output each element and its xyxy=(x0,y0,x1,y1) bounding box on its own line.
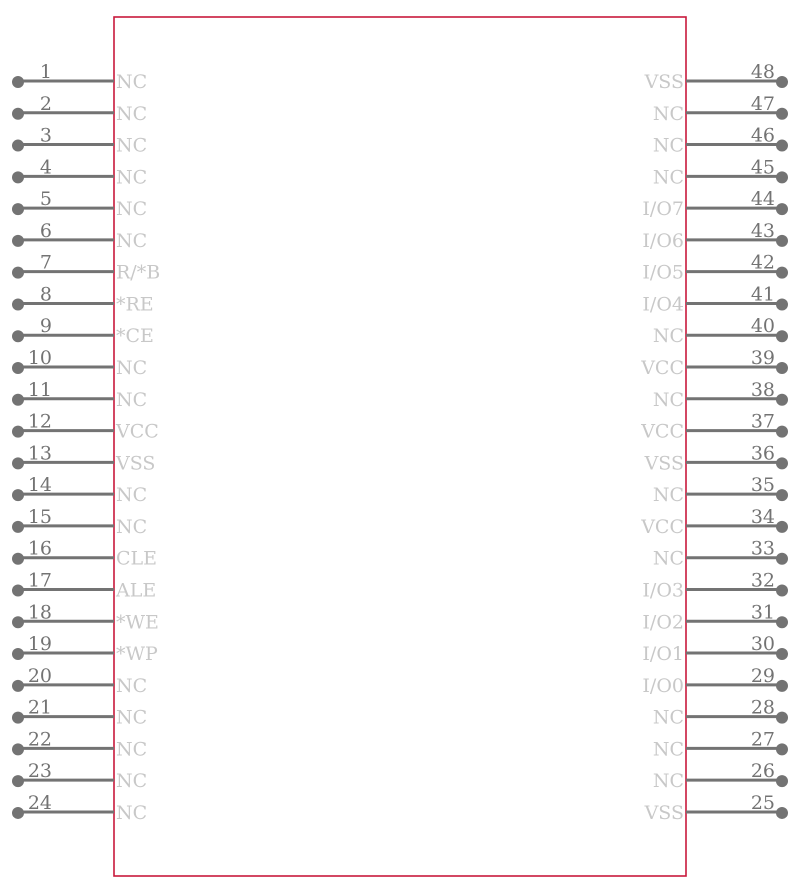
pin-name-label: NC xyxy=(116,706,148,729)
pin-name-label: NC xyxy=(116,484,148,507)
pin-number: 36 xyxy=(750,442,775,465)
pin-8[interactable] xyxy=(12,283,154,315)
pin-42[interactable] xyxy=(642,252,788,284)
pin-number: 42 xyxy=(750,251,775,274)
pin-number: 3 xyxy=(39,124,52,147)
pin-number: 15 xyxy=(27,505,52,528)
pin-endpoint-dot-icon[interactable] xyxy=(12,521,24,533)
pin-endpoint-dot-icon[interactable] xyxy=(12,457,24,469)
pin-endpoint-dot-icon[interactable] xyxy=(776,362,788,374)
pin-name-label: NC xyxy=(652,547,684,570)
pin-name-label: I/O5 xyxy=(642,261,684,284)
pin-number: 25 xyxy=(750,791,775,814)
pin-name-label: NC xyxy=(116,388,148,411)
pin-number: 27 xyxy=(750,728,775,751)
pin-number: 46 xyxy=(750,124,775,147)
pin-name-label: NC xyxy=(116,738,148,761)
pin-29[interactable] xyxy=(642,665,788,697)
pin-number: 29 xyxy=(750,664,775,687)
pin-number: 47 xyxy=(750,92,775,115)
pin-name-label: NC xyxy=(116,229,148,252)
pin-name-label: NC xyxy=(116,134,148,157)
pin-18[interactable] xyxy=(12,601,159,633)
pin-name-label: *WE xyxy=(116,611,159,634)
pin-name-label: VSS xyxy=(644,71,684,93)
pin-number: 22 xyxy=(27,728,52,751)
pin-2[interactable] xyxy=(12,93,147,125)
pin-44[interactable] xyxy=(642,188,788,220)
pin-number: 40 xyxy=(750,315,775,338)
pin-number: 28 xyxy=(750,696,775,719)
pin-34[interactable] xyxy=(640,506,788,538)
pin-endpoint-dot-icon[interactable] xyxy=(12,140,24,152)
pin-name-label: NC xyxy=(652,325,684,348)
pin-number: 13 xyxy=(27,442,52,465)
pin-endpoint-dot-icon[interactable] xyxy=(12,298,24,310)
pin-47[interactable] xyxy=(653,93,788,125)
pin-3[interactable] xyxy=(12,125,147,157)
pin-endpoint-dot-icon[interactable] xyxy=(776,648,788,660)
pin-endpoint-dot-icon[interactable] xyxy=(12,330,24,342)
pin-name-label: VCC xyxy=(641,357,684,380)
pin-48[interactable] xyxy=(644,61,788,93)
pin-30[interactable] xyxy=(642,633,788,665)
pin-45[interactable] xyxy=(653,156,788,188)
pin-37[interactable] xyxy=(640,411,788,443)
pin-endpoint-dot-icon[interactable] xyxy=(12,171,24,183)
right-pin-group xyxy=(640,61,788,824)
left-pin-group xyxy=(12,61,160,824)
pin-endpoint-dot-icon[interactable] xyxy=(776,584,788,596)
pin-endpoint-dot-icon[interactable] xyxy=(12,362,24,374)
pin-41[interactable] xyxy=(642,283,788,315)
pin-9[interactable] xyxy=(12,315,154,347)
pin-name-label: NC xyxy=(116,674,148,697)
pin-endpoint-dot-icon[interactable] xyxy=(12,203,24,215)
pin-24[interactable] xyxy=(12,792,147,824)
pin-27[interactable] xyxy=(653,728,788,760)
pin-number: 24 xyxy=(27,791,52,814)
pin-endpoint-dot-icon[interactable] xyxy=(776,521,788,533)
pin-number: 35 xyxy=(750,474,775,497)
pin-number: 6 xyxy=(39,219,52,242)
pin-40[interactable] xyxy=(653,315,788,347)
pin-33[interactable] xyxy=(653,538,788,570)
pin-46[interactable] xyxy=(653,125,788,157)
pin-10[interactable] xyxy=(12,347,147,379)
pin-35[interactable] xyxy=(653,474,788,506)
pin-31[interactable] xyxy=(642,601,788,633)
pin-endpoint-dot-icon[interactable] xyxy=(776,775,788,787)
pin-name-label: NC xyxy=(116,515,148,538)
pin-name-label: NC xyxy=(652,102,684,125)
pin-name-label: VSS xyxy=(644,452,684,475)
pin-name-label: NC xyxy=(116,71,148,93)
pin-endpoint-dot-icon[interactable] xyxy=(776,457,788,469)
pin-name-label: NC xyxy=(116,770,148,793)
pin-endpoint-dot-icon[interactable] xyxy=(12,680,24,692)
pin-name-label: *RE xyxy=(116,293,154,316)
pin-13[interactable] xyxy=(12,442,155,474)
pin-endpoint-dot-icon[interactable] xyxy=(776,76,788,88)
pin-name-label: NC xyxy=(652,484,684,507)
pin-number: 5 xyxy=(39,188,52,211)
pin-number: 37 xyxy=(750,410,775,433)
pin-endpoint-dot-icon[interactable] xyxy=(776,489,788,501)
pin-number: 4 xyxy=(39,156,52,179)
pin-number: 9 xyxy=(39,315,52,338)
pin-38[interactable] xyxy=(653,379,788,411)
pin-endpoint-dot-icon[interactable] xyxy=(776,553,788,565)
pin-28[interactable] xyxy=(653,697,788,729)
pin-number: 45 xyxy=(750,156,775,179)
pin-endpoint-dot-icon[interactable] xyxy=(12,489,24,501)
pin-number: 2 xyxy=(39,92,52,115)
pin-11[interactable] xyxy=(12,379,147,411)
pin-endpoint-dot-icon[interactable] xyxy=(776,235,788,247)
pin-number: 34 xyxy=(750,505,775,528)
pin-name-label: NC xyxy=(652,738,684,761)
pin-name-label: NC xyxy=(116,357,148,380)
pin-endpoint-dot-icon[interactable] xyxy=(12,267,24,279)
pin-endpoint-dot-icon[interactable] xyxy=(12,394,24,406)
pin-name-label: NC xyxy=(116,198,148,221)
pin-17[interactable] xyxy=(12,569,156,601)
pin-number: 8 xyxy=(39,283,52,306)
pin-number: 19 xyxy=(27,633,52,656)
pin-endpoint-dot-icon[interactable] xyxy=(776,426,788,438)
pin-number: 41 xyxy=(750,283,775,306)
pin-number: 43 xyxy=(750,219,775,242)
pin-15[interactable] xyxy=(12,506,147,538)
pin-number: 48 xyxy=(750,61,775,83)
pin-endpoint-dot-icon[interactable] xyxy=(776,712,788,724)
pin-32[interactable] xyxy=(642,569,788,601)
pin-endpoint-dot-icon[interactable] xyxy=(776,680,788,692)
pin-number: 7 xyxy=(39,251,52,274)
pin-name-label: VCC xyxy=(641,515,684,538)
pin-name-label: I/O4 xyxy=(642,293,684,316)
pin-endpoint-dot-icon[interactable] xyxy=(12,743,24,755)
pin-name-label: ALE xyxy=(116,579,157,602)
pin-endpoint-dot-icon[interactable] xyxy=(12,553,24,565)
pin-name-label: CLE xyxy=(116,547,158,570)
pin-number: 39 xyxy=(750,347,775,370)
pin-name-label: I/O3 xyxy=(642,579,684,602)
pin-21[interactable] xyxy=(12,697,147,729)
pin-number: 26 xyxy=(750,760,775,783)
pin-number: 38 xyxy=(750,378,775,401)
pin-endpoint-dot-icon[interactable] xyxy=(776,108,788,120)
pin-name-label: NC xyxy=(652,770,684,793)
pin-endpoint-dot-icon[interactable] xyxy=(12,235,24,247)
pin-43[interactable] xyxy=(642,220,788,252)
pin-number: 30 xyxy=(750,633,775,656)
pin-25[interactable] xyxy=(644,792,788,824)
pin-12[interactable] xyxy=(12,411,159,443)
pin-number: 11 xyxy=(27,378,52,401)
pin-number: 20 xyxy=(27,664,52,687)
pin-endpoint-dot-icon[interactable] xyxy=(776,807,788,819)
pin-number: 14 xyxy=(27,474,52,497)
pin-endpoint-dot-icon[interactable] xyxy=(12,807,24,819)
pin-36[interactable] xyxy=(644,442,788,474)
pin-name-label: R/*B xyxy=(116,261,161,284)
pin-name-label: NC xyxy=(652,134,684,157)
pin-name-label: VCC xyxy=(116,420,159,443)
pin-endpoint-dot-icon[interactable] xyxy=(776,267,788,279)
pin-endpoint-dot-icon[interactable] xyxy=(12,616,24,628)
pin-23[interactable] xyxy=(12,760,147,792)
pin-endpoint-dot-icon[interactable] xyxy=(12,648,24,660)
pin-16[interactable] xyxy=(12,538,157,570)
pin-endpoint-dot-icon[interactable] xyxy=(12,426,24,438)
pin-19[interactable] xyxy=(12,633,158,665)
pin-number: 44 xyxy=(750,188,775,211)
pin-name-label: I/O6 xyxy=(642,229,684,252)
pin-name-label: *WP xyxy=(116,643,158,666)
pin-4[interactable] xyxy=(12,156,147,188)
pin-name-label: I/O1 xyxy=(642,643,684,666)
pin-14[interactable] xyxy=(12,474,147,506)
pin-number: 32 xyxy=(750,569,775,592)
pin-number: 18 xyxy=(27,601,52,624)
pin-1[interactable] xyxy=(12,61,147,93)
pin-number: 33 xyxy=(750,537,775,560)
pin-name-label: NC xyxy=(652,166,684,189)
pin-name-label: NC xyxy=(116,102,148,125)
pin-6[interactable] xyxy=(12,220,147,252)
pin-name-label: NC xyxy=(116,166,148,189)
pin-endpoint-dot-icon[interactable] xyxy=(12,712,24,724)
pin-number: 17 xyxy=(27,569,52,592)
pin-7[interactable] xyxy=(12,252,160,284)
pin-name-label: I/O2 xyxy=(642,611,684,634)
pin-endpoint-dot-icon[interactable] xyxy=(12,76,24,88)
pin-name-label: NC xyxy=(116,801,148,824)
pin-endpoint-dot-icon[interactable] xyxy=(776,298,788,310)
pin-endpoint-dot-icon[interactable] xyxy=(776,616,788,628)
pin-5[interactable] xyxy=(12,188,147,220)
pin-name-label: *CE xyxy=(116,325,154,348)
pin-name-label: VSS xyxy=(116,452,156,475)
pin-number: 23 xyxy=(27,760,52,783)
pin-number: 10 xyxy=(27,347,52,370)
pin-endpoint-dot-icon[interactable] xyxy=(776,203,788,215)
pin-26[interactable] xyxy=(653,760,788,792)
pin-22[interactable] xyxy=(12,728,147,760)
pin-name-label: VCC xyxy=(641,420,684,443)
pin-endpoint-dot-icon[interactable] xyxy=(776,171,788,183)
pin-endpoint-dot-icon[interactable] xyxy=(12,584,24,596)
pin-name-label: I/O7 xyxy=(642,198,684,221)
pin-20[interactable] xyxy=(12,665,147,697)
pin-endpoint-dot-icon[interactable] xyxy=(12,775,24,787)
pin-endpoint-dot-icon[interactable] xyxy=(776,140,788,152)
pin-39[interactable] xyxy=(640,347,788,379)
pin-name-label: NC xyxy=(652,706,684,729)
pin-number: 21 xyxy=(27,696,52,719)
pin-number: 1 xyxy=(39,61,52,83)
pin-endpoint-dot-icon[interactable] xyxy=(776,743,788,755)
pin-name-label: VSS xyxy=(644,801,684,824)
pin-number: 16 xyxy=(27,537,52,560)
pin-name-label: I/O0 xyxy=(642,674,684,697)
component-body xyxy=(114,17,686,876)
pin-number: 12 xyxy=(27,410,52,433)
pin-name-label: NC xyxy=(652,388,684,411)
pin-endpoint-dot-icon[interactable] xyxy=(776,394,788,406)
pin-endpoint-dot-icon[interactable] xyxy=(12,108,24,120)
pin-number: 31 xyxy=(750,601,775,624)
pin-endpoint-dot-icon[interactable] xyxy=(776,330,788,342)
